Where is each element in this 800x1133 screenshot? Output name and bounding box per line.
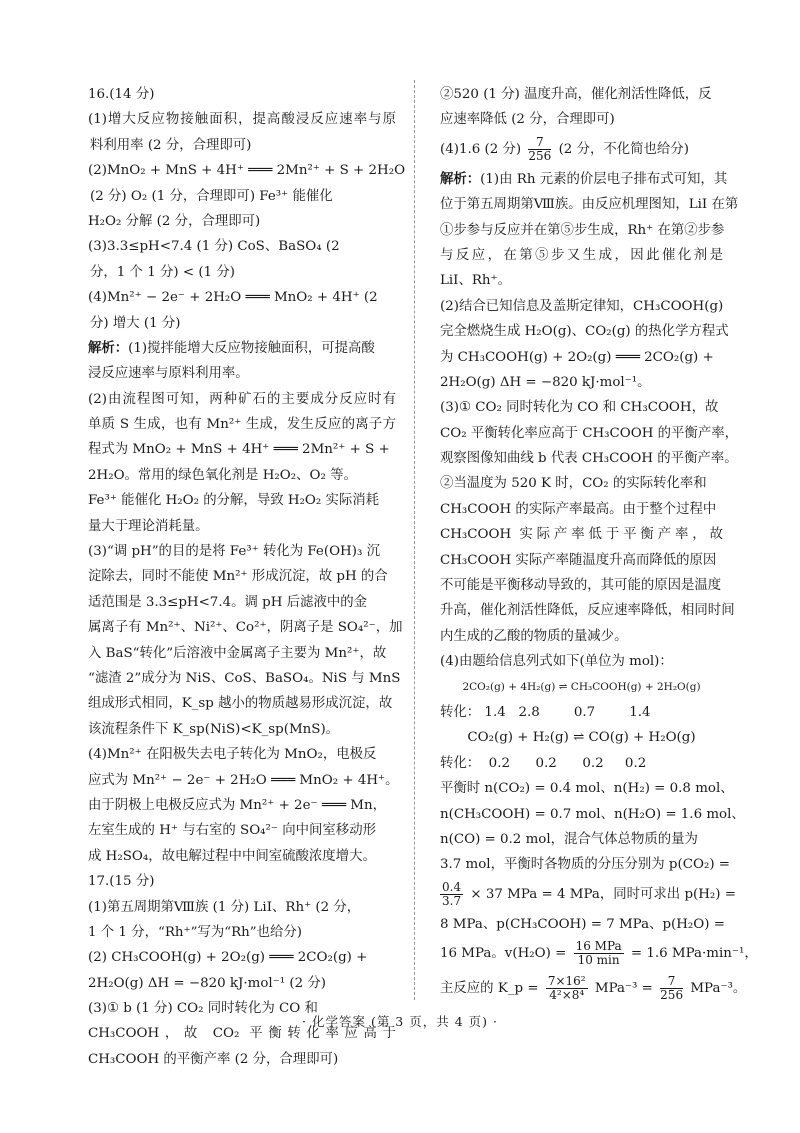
fraction-denominator: 256 [660,988,684,1003]
analysis-line: 为 CH₃COOH(g) + 2O₂(g) ═══ 2CO₂(g) + [440,349,714,365]
answer-line: 1 个 1 分，“Rh⁺”写为“Rh”也给分) [88,924,303,940]
analysis-line [440,167,728,192]
equation-conversion-row: 转化： 0.2 0.2 0.2 0.2 [440,755,647,771]
analysis-text: 16 MPa。v(H₂O) = [440,946,567,962]
analysis-line: 完全燃烧生成 H₂O(g)、CO₂(g) 的热化学方程式 [440,324,729,340]
analysis-text: = 1.6 MPa·min⁻¹， [630,946,758,962]
analysis-line: 该流程条件下 K_sp(NiS)<K_sp(MnS)。 [88,721,340,737]
analysis-line: 左室生成的 H⁺ 与右室的 SO₄²⁻ 向中间室移动形 [88,823,376,839]
fraction-denominator: 10 min [577,953,620,968]
analysis-text: 主反应的 K_p = [440,981,539,997]
analysis-line: 成 H₂SO₄，故电解过程中中间室硫酸浓度增大。 [88,848,376,864]
analysis-line: CO₂ 平衡转化率应高于 CH₃COOH 的平衡产率， [440,425,738,441]
answer-line: (4)Mn²⁺ − 2e⁻ + 2H₂O ═══ MnO₂ + 4H⁺ (2 [88,290,378,306]
question-17-header: 17.(15 分) [88,874,155,890]
analysis-line: 升高，催化剂活性降低，反应速率降低，相同时间 [440,603,735,619]
fraction [660,975,683,1002]
analysis-label: 解析： [88,339,129,356]
analysis-line: 2H₂O。常用的绿色氧化剂是 H₂O₂、O₂ 等。 [88,467,357,483]
analysis-line: (3)① CO₂ 同时转化为 CO 和 CH₃COOH，故 [440,400,719,416]
analysis-line: LiI、Rh⁺。 [440,273,512,289]
answer-line: ②520 (1 分) 温度升高，催化剂活性降低，反 [440,87,712,102]
fraction-denominator: 3.7 [442,893,462,908]
answer-line: 应速率降低 (2 分，合理即可) [440,112,615,128]
answer-line-fraction [440,133,723,167]
analysis-line: (2)结合已知信息及盖斯定律知，CH₃COOH(g) [440,298,724,314]
analysis-text: MPa⁻³。 [690,981,747,997]
analysis-line: (4)由题给信息列式如下(单位为 mol)： [440,654,673,670]
answer-line: 分) 增大 (1 分) [90,315,181,331]
right-column [440,82,758,1007]
answer-line: (3)① b (1 分) CO₂ 同时转化为 CO 和 [88,1001,318,1017]
fraction-denominator: 256 [528,148,552,163]
analysis-line: 入 BaS“转化”后溶液中金属离子主要为 Mn²⁺，故 [88,645,387,661]
question-16-header: 16.(14 分) [88,87,155,102]
equation-main-reaction: 2CO₂(g) + 4H₂(g) ⇌ CH₃COOH(g) + 2H₂O(g) [462,680,701,693]
equation-conversion-row: 转化： 1.4 2.8 0.7 1.4 [440,704,651,720]
analysis-line: n(CO) = 0.2 mol，混合气体总物质的量为 [440,831,698,847]
analysis-line: CH₃COOH 的实际产率最高。由于整个过程中 [440,501,717,517]
analysis-line: “滤渣 2”成分为 NiS、CoS、BaSO₄。NiS 与 MnS [88,670,401,686]
analysis-line-fraction [440,878,736,912]
analysis-line-fraction [440,971,747,1007]
analysis-text: × 37 MPa = 4 MPa，同时可求出 p(H₂) = [470,886,736,902]
analysis-line: 应式为 Mn²⁺ − 2e⁻ + 2H₂O ═══ MnO₂ + 4H⁺。 [88,772,399,788]
analysis-line: 单质 S 生成，也有 Mn²⁺ 生成，发生反应的离子方 [88,417,396,433]
analysis-line: 2H₂O(g) ΔH = −820 kJ·mol⁻¹。 [440,374,651,390]
analysis-line: 观察图像知曲线 b 代表 CH₃COOH 的平衡产率。 [440,451,738,467]
page-footer: · 化学答案 (第 3 页，共 4 页) · [302,1014,498,1029]
analysis-line: (2)由流程图可知，两种矿石的主要成分反应时有 [88,391,396,407]
fraction-numerator: 7×16² [547,974,586,989]
analysis-line: CH₃COOH 实际产率随温度升高而降低的原因 [440,552,717,568]
fraction [574,940,624,967]
analysis-line [88,336,396,361]
answer-line: (2)MnO₂ + MnS + 4H⁺ ═══ 2Mn²⁺ + S + 2H₂O [88,163,406,179]
equation-side-reaction: CO₂(g) + H₂(g) ⇌ CO(g) + H₂O(g) [467,730,696,746]
analysis-text: MPa⁻³ = [594,981,653,997]
analysis-line: 内生成的乙酸的物质的量减少。 [440,628,628,644]
answer-line: (2 分) O₂ (1 分，合理即可) Fe³⁺ 能催化 [90,188,333,204]
analysis-line: 淀除去，同时不能使 Mn²⁺ 形成沉淀，故 pH 的合 [88,569,388,585]
fraction-numerator: 16 MPa [575,939,622,954]
analysis-line: 由于阴极上电极反应式为 Mn²⁺ + 2e⁻ ═══ Mn， [88,797,386,813]
answer-line: 分，1 个 1 分) < (1 分) [90,264,235,280]
analysis-label: 解析： [440,170,481,187]
answer-line: 2H₂O(g) ΔH = −820 kJ·mol⁻¹ (2 分) [88,975,327,991]
fraction-numerator: 0.4 [442,879,462,894]
analysis-line: ②当温度为 520 K 时，CO₂ 的实际转化率和 [440,476,707,492]
answer-line: H₂O₂ 分解 (2 分，合理即可) [88,213,261,229]
answer-line: (1)增大反应物接触面积，提高酸浸反应速率与原 [88,112,396,128]
analysis-line: 适范围是 3.3≤pH<7.4。调 pH 后滤液中的金 [88,594,367,610]
column-divider [414,80,415,1000]
analysis-line: n(CH₃COOH) = 0.7 mol、n(H₂O) = 1.6 mol、 [440,806,745,822]
analysis-line: 组成形式相同，K_sp 越小的物质越易形成沉淀，故 [88,696,393,712]
answer-line: (2) CH₃COOH(g) + 2O₂(g) ═══ 2CO₂(g) + [88,950,368,966]
answer-line: (3)3.3≤pH<7.4 (1 分) CoS、BaSO₄ (2 [88,239,340,255]
analysis-line: ①步参与反应并在第⑤步生成，Rh⁺ 在第②步参 [440,222,725,238]
analysis-line: 量大于理论消耗量。 [88,518,209,534]
analysis-line: 与反应，在第⑤步又生成，因此催化剂是 [440,247,723,263]
answer-text: (4)1.6 (2 分) [440,141,522,157]
fraction-numerator: 7 [660,975,683,989]
analysis-line: (4)Mn²⁺ 在阳极失去电子转化为 MnO₂，电极反 [88,747,377,763]
analysis-line: 浸反应速率与原料利用率。 [88,366,249,382]
fraction [528,136,551,163]
analysis-line: 平衡时 n(CO₂) = 0.4 mol、n(H₂) = 0.8 mol、 [440,781,734,797]
analysis-line-fraction [440,937,758,971]
fraction [546,975,588,1002]
fraction-numerator: 7 [528,136,551,150]
fraction-denominator: 4²×8⁴ [549,988,585,1003]
analysis-line: CH₃COOH 实际产率低于平衡产率，故 [440,527,723,543]
analysis-line: 3.7 mol，平衡时各物质的分压分别为 p(CO₂) = [440,857,731,873]
analysis-text: (1)搅拌能增大反应物接触面积，可提高酸 [128,340,375,356]
analysis-line: (3)“调 pH”的目的是将 Fe³⁺ 转化为 Fe(OH)₃ 沉 [88,544,380,560]
analysis-line: 8 MPa、p(CH₃COOH) = 7 MPa、p(H₂O) = [440,916,725,932]
answer-line: CH₃COOH 的平衡产率 (2 分，合理即可) [88,1051,339,1067]
answer-line: (1)第五周期第Ⅷ族 (1 分) LiI、Rh⁺ (2 分， [88,899,361,915]
analysis-line: 不可能是平衡移动导致的，其可能的原因是温度 [440,578,722,594]
analysis-line: 程式为 MnO₂ + MnS + 4H⁺ ═══ 2Mn²⁺ + S + [88,442,390,458]
answer-line: 料利用率 (2 分，合理即可) [90,137,252,153]
analysis-line: 位于第五周期第Ⅷ族。由反应机理图知，LiI 在第 [440,197,739,213]
analysis-line: 属离子有 Mn²⁺、Ni²⁺、Co²⁺，阴离子是 SO₄²⁻，加 [88,620,403,636]
fraction [440,881,463,908]
answer-line: CH₃COOH，故 CO₂ 平衡转化率应高于 [88,1026,396,1042]
analysis-text: (1)由 Rh 元素的价层电子排布式可知，其 [480,171,728,187]
analysis-line: Fe³⁺ 能催化 H₂O₂ 的分解，导致 H₂O₂ 实际消耗 [88,493,380,509]
answer-text: (2 分，不化简也给分) [558,141,689,157]
